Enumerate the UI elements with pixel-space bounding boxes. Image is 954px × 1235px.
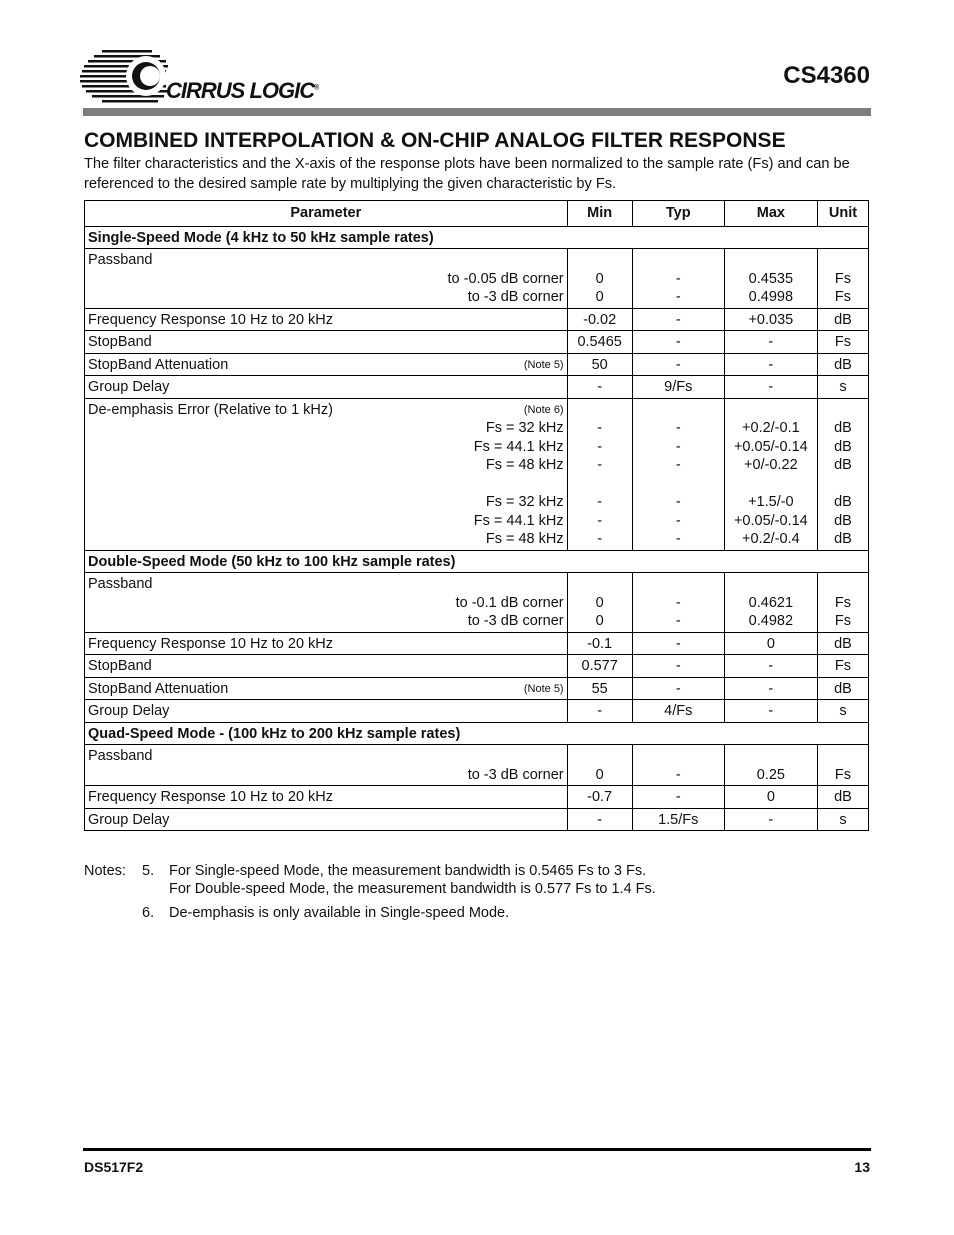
table-row-passband: Passband to -0.1 dB corner to -3 dB corner 0 0 - - 0.4621 0.4982 Fs Fs bbox=[85, 573, 869, 633]
table-row-deemphasis-error: (Note 6) De-emphasis Error (Relative to 1 kHz) Fs = 32 kHz Fs = 44.1 kHz Fs = 48 kHz Fs = 32 kHz Fs = 44.1 kHz Fs = 48 kHz - - - - - - - - - - - - +0.2/-0.1 +0.05/-0.14 +0/-0.22 +1.5/-0 +0.05/-0.14 +0.2/-0.4 dB dB dB dB dB dB bbox=[85, 398, 869, 550]
logo-wordmark: CIRRUS LOGIC® bbox=[166, 78, 320, 103]
table-row-group-delay: Group Delay - 1.5/Fs - s bbox=[85, 808, 869, 831]
table-row-stopband-attenuation: (Note 5) StopBand Attenuation 55 - - dB bbox=[85, 677, 869, 700]
param-condition: to -0.1 dB corner bbox=[455, 594, 564, 611]
table-row-group-delay: Group Delay - 9/Fs - s bbox=[85, 376, 869, 399]
page-number: 13 bbox=[854, 1159, 870, 1175]
intro-paragraph: The filter characteristics and the X-axis of the response plots have been normalized to the sample rate (Fs) and can be referenced to the desired sample rate by multiplying the given characteristic by Fs. bbox=[84, 156, 850, 192]
header-max: Max bbox=[724, 201, 817, 227]
param-condition: to -3 dB corner bbox=[467, 766, 564, 783]
note-number: 6. bbox=[142, 905, 155, 921]
filter-response-table bbox=[84, 200, 869, 831]
table-header-row bbox=[85, 201, 869, 227]
param-label: De-emphasis Error (Relative to 1 kHz) bbox=[88, 401, 333, 418]
note-ref: (Note 6) bbox=[523, 403, 564, 416]
header-min: Min bbox=[567, 201, 632, 227]
header-parameter: Parameter bbox=[85, 201, 568, 227]
table-row-frequency-response: Frequency Response 10 Hz to 20 kHz -0.1 - 0 dB bbox=[85, 632, 869, 655]
section-row-single-speed: Single-Speed Mode (4 kHz to 50 kHz sample rates) bbox=[85, 226, 869, 249]
section-title: COMBINED INTERPOLATION & ON-CHIP ANALOG FILTER RESPONSE bbox=[84, 129, 786, 152]
table-row-group-delay: Group Delay - 4/Fs - s bbox=[85, 700, 869, 723]
param-condition: Fs = 48 kHz bbox=[485, 457, 564, 473]
param-label: Passband bbox=[88, 252, 153, 268]
note-text: For Double-speed Mode, the measurement bandwidth is 0.577 Fs to 1.4 Fs. bbox=[169, 881, 656, 897]
table-row-frequency-response: Frequency Response 10 Hz to 20 kHz -0.02 - +0.035 dB bbox=[85, 308, 869, 331]
table-row-stopband: StopBand 0.5465 - - Fs bbox=[85, 331, 869, 354]
param-condition: Fs = 32 kHz bbox=[485, 420, 564, 436]
param-condition: to -3 dB corner bbox=[467, 613, 564, 629]
param-condition: to -3 dB corner bbox=[467, 289, 564, 305]
header-typ: Typ bbox=[632, 201, 724, 227]
section-row-quad-speed: Quad-Speed Mode - (100 kHz to 200 kHz sample rates) bbox=[85, 722, 869, 745]
table-row-stopband-attenuation: (Note 5) StopBand Attenuation 50 - - dB bbox=[85, 353, 869, 376]
note-text: For Single-speed Mode, the measurement bandwidth is 0.5465 Fs to 3 Fs. bbox=[169, 863, 647, 879]
param-condition: to -0.05 dB corner bbox=[447, 270, 564, 287]
part-number: CS4360 bbox=[783, 62, 870, 89]
table-row-frequency-response: Frequency Response 10 Hz to 20 kHz -0.7 - 0 dB bbox=[85, 786, 869, 809]
document-id: DS517F2 bbox=[84, 1159, 144, 1175]
cirrus-logic-logo bbox=[80, 50, 330, 106]
param-condition: Fs = 32 kHz bbox=[485, 494, 564, 510]
param-label: Passband bbox=[88, 748, 153, 764]
logo-swoosh-icon bbox=[80, 50, 180, 106]
header-unit: Unit bbox=[817, 201, 868, 227]
param-condition: Fs = 44.1 kHz bbox=[473, 512, 564, 529]
header-rule bbox=[83, 108, 871, 116]
table-row-stopband: StopBand 0.577 - - Fs bbox=[85, 655, 869, 678]
note-ref: (Note 5) bbox=[523, 358, 564, 371]
footer-rule bbox=[83, 1148, 871, 1151]
note-text: De-emphasis is only available in Single-speed Mode. bbox=[169, 905, 510, 921]
param-condition: Fs = 48 kHz bbox=[485, 531, 564, 547]
note-ref: (Note 5) bbox=[523, 682, 564, 695]
table-row-passband: Passband to -3 dB corner 0 - 0.25 Fs bbox=[85, 745, 869, 786]
table-row-passband: Passband to -0.05 dB corner to -3 dB corner 0 0 - - 0.4535 0.4998 Fs Fs bbox=[85, 249, 869, 309]
section-row-double-speed: Double-Speed Mode (50 kHz to 100 kHz sample rates) bbox=[85, 550, 869, 573]
notes-label: Notes: bbox=[84, 863, 126, 879]
note-number: 5. bbox=[142, 863, 155, 879]
param-condition: Fs = 44.1 kHz bbox=[473, 438, 564, 455]
param-label: Passband bbox=[88, 576, 153, 592]
